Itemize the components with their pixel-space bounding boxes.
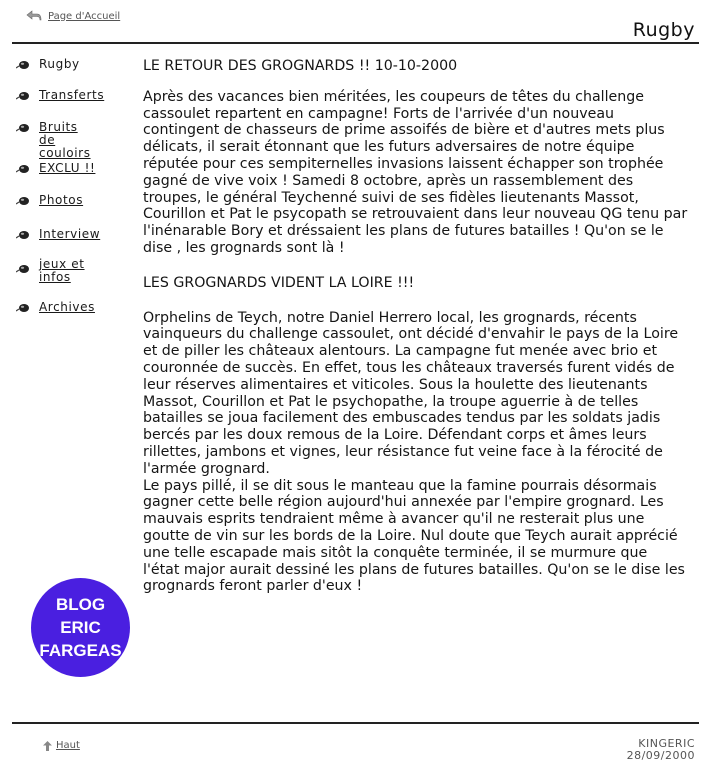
- header: [0, 0, 709, 46]
- sidebar-item-interview[interactable]: [16, 228, 100, 241]
- home-link[interactable]: [26, 10, 120, 22]
- bottom-divider: [12, 722, 699, 724]
- page-title: Rugby: [632, 19, 695, 41]
- signature: [627, 738, 695, 762]
- up-arrow-icon: [43, 741, 52, 751]
- back-arrow-icon: [26, 10, 42, 22]
- post-date: 28/09/2000: [626, 749, 695, 762]
- sidebar-item-rugby: [16, 58, 80, 71]
- back-to-top-label[interactable]: Haut: [56, 740, 80, 751]
- article-title-2: LES GROGNARDS VIDENT LA LOIRE !!!: [143, 274, 415, 291]
- sidebar-item-label[interactable]: jeux et infos: [39, 257, 85, 284]
- badge-line-1: BLOG: [55, 595, 106, 614]
- pin-bullet-icon: [16, 60, 30, 70]
- sidebar-item-label[interactable]: Interview: [39, 227, 101, 241]
- sidebar-item-label[interactable]: EXCLU !!: [39, 161, 96, 175]
- sidebar-item-exclu[interactable]: [16, 162, 95, 175]
- sidebar-item-label[interactable]: Bruits de couloirs: [39, 120, 91, 160]
- pin-bullet-icon: [16, 91, 30, 101]
- home-link-label[interactable]: Page d'Accueil: [48, 10, 121, 22]
- top-divider: [12, 42, 699, 44]
- sidebar-item-label: Rugby: [39, 57, 80, 71]
- sidebar-item-archives[interactable]: [16, 301, 95, 314]
- sidebar-item-jeux-et-infos[interactable]: [16, 258, 100, 284]
- sidebar-item-transferts[interactable]: [16, 89, 104, 102]
- article-title-1: LE RETOUR DES GROGNARDS !! 10-10-2000: [143, 58, 458, 74]
- article-paragraph-2: Orphelins de Teych, notre Daniel Herrero local, les grognards, récents vainqueurs du challenge cassoulet, ont décidé d'envahir le pays de la Loire et de piller les châteaux alentours. La campagne fut menée avec brio et couronnée de succès. En effet, tous les châteaux traversés furent vidés de leur réserves alimentaires et viticoles. Sous la houlette des lieutenants Massot, Courillon et Pat le psychopathe, la troupe aguerrie à de telles batailles se joua facilement des embuscades tendus par les soldats jadis bercés par les doux remous de la Loire. Défendant corps et âmes leurs rillettes, jambons et vignes, leur résistance fut veine face à la férocité de l'armée grognard.: [143, 309, 679, 477]
- sidebar-item-label[interactable]: Archives: [39, 300, 95, 314]
- article: [143, 58, 688, 595]
- pin-bullet-icon: [16, 303, 30, 313]
- badge-line-3: FARGEAS: [39, 641, 122, 660]
- author-name: KINGERIC: [638, 737, 695, 750]
- pin-bullet-icon: [16, 164, 30, 174]
- pin-bullet-icon: [16, 123, 30, 133]
- sidebar-item-label[interactable]: Photos: [39, 193, 84, 207]
- article-paragraph-1: Après des vacances bien méritées, les coupeurs de têtes du challenge cassoulet repartent en campagne! Forts de l'arrivée d'un nouveau contingent de chasseurs de prime assoifés de bière et d'autres mets plus délicats, il serait étonnant que les futurs adversaires de notre équipe réputée pour ces sempiternelles invasions laissent échapper son trophée gagné de vive voix ! Samedi 8 octobre, après un rassemblement des troupes, le général Teychenné suivi de ses fidèles lieutenants Massot, Courillon et Pat le psycopath se retrouvaient dans leur nouveau QG tenu par l'inénarable Bory et dréssaient les plans de futures batailles ! Qu'on se le dise , les grognards sont là !: [143, 88, 688, 256]
- sidebar-item-label[interactable]: Transferts: [39, 88, 105, 102]
- pin-bullet-icon: [16, 196, 30, 206]
- sidebar-item-photos[interactable]: [16, 194, 83, 207]
- back-to-top-link[interactable]: [43, 740, 80, 751]
- blog-badge: [31, 578, 130, 677]
- article-paragraph-3: Le pays pillé, il se dit sous le manteau que la famine pourrais désormais gagner cette belle région aujourd'hui annexée par l'empire grognard. Les mauvais esprits tendraient même à avancer qu'il ne resterait plus une goutte de vin sur les bords de la Loire. Nul doute que Teych aurait apprécié une telle escapade mais sitôt la conquête terminée, il se murmure que l'état major aurait dessiné les plans de futures batailles. Qu'on se le dise les grognards feront parler d'eux !: [143, 477, 685, 595]
- pin-bullet-icon: [16, 264, 30, 274]
- badge-line-2: ERIC: [60, 618, 101, 637]
- pin-bullet-icon: [16, 230, 30, 240]
- sidebar-item-bruits-de-couloirs[interactable]: [16, 121, 92, 160]
